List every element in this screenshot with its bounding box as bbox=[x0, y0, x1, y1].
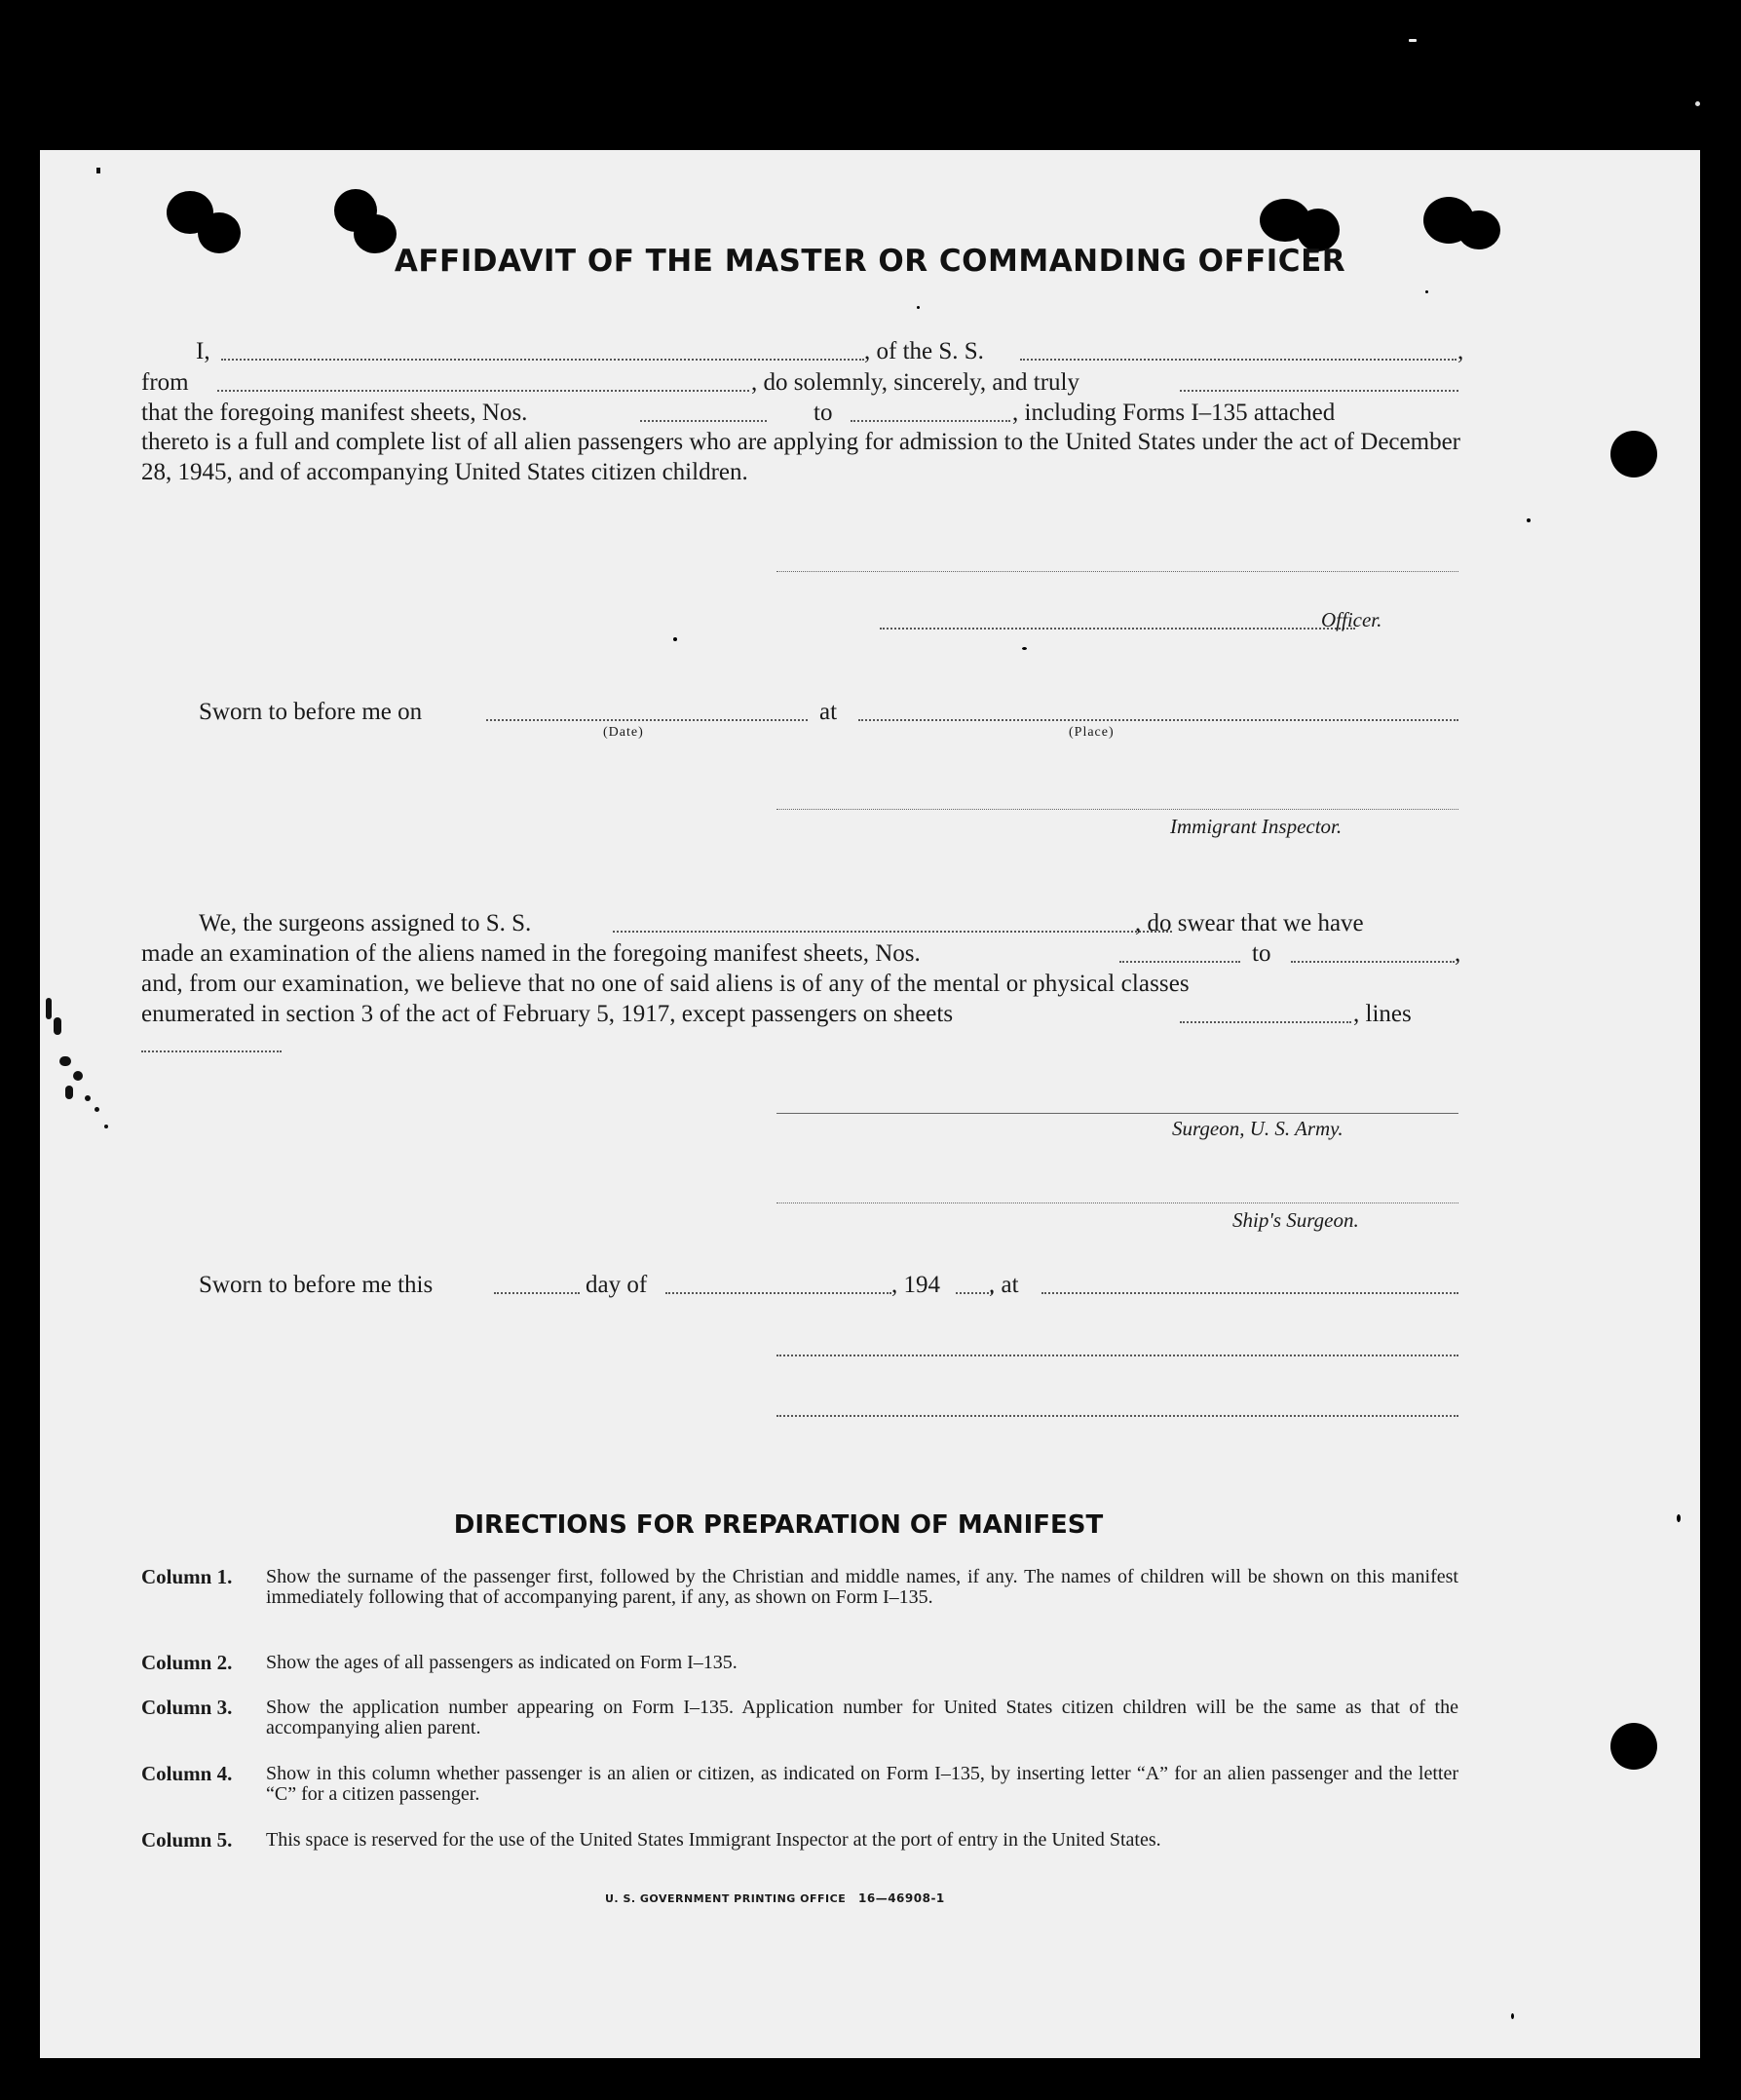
oath-field[interactable] bbox=[1180, 390, 1458, 392]
place-caption: (Place) bbox=[1069, 725, 1115, 740]
solemnly-text: , do solemnly, sincerely, and truly bbox=[751, 369, 1079, 396]
signature-line-b[interactable] bbox=[776, 1415, 1458, 1417]
ship-name-field[interactable] bbox=[1020, 359, 1457, 361]
edge-speck bbox=[59, 1056, 71, 1066]
sworn-this-text: Sworn to before me this bbox=[199, 1272, 434, 1298]
column-2-label: Column 2. bbox=[141, 1651, 233, 1674]
column-5-text: This space is reserved for the use of the United States Immigrant Inspector at the port of entry in the United States. bbox=[266, 1829, 1161, 1851]
surgeons-line4-a: enumerated in section 3 of the act of February 5, 1917, except passengers on sheets bbox=[141, 1001, 954, 1027]
officer-signature-line-1[interactable] bbox=[776, 571, 1458, 572]
sworn-on-text: Sworn to before me on bbox=[199, 699, 423, 725]
edge-speck bbox=[104, 1125, 108, 1128]
sworn-day-field[interactable] bbox=[494, 1292, 580, 1294]
surgeons-ship-field[interactable] bbox=[613, 931, 1172, 933]
manifest-sheets-text: that the foregoing manifest sheets, Nos. bbox=[141, 400, 528, 426]
edge-speck bbox=[96, 168, 100, 173]
column-1-text: Show the surname of the passenger first, followed by the Christian and middle names, if any. The names of children will be shown on this manifest immediately following that of accompanying parent, if any, as shown on Form I–135. bbox=[266, 1566, 1458, 1608]
column-4-label: Column 4. bbox=[141, 1762, 233, 1785]
paper-speck bbox=[1425, 290, 1428, 293]
master-name-field[interactable] bbox=[221, 359, 864, 361]
surgeons-line1-a: We, the surgeons assigned to S. S. bbox=[199, 910, 532, 936]
sworn-month-field[interactable] bbox=[665, 1292, 891, 1294]
comma: , bbox=[1457, 338, 1464, 364]
edge-speck bbox=[73, 1071, 83, 1081]
background-speck bbox=[1409, 39, 1417, 42]
side-hole-2 bbox=[1610, 1723, 1657, 1770]
paper-speck bbox=[1511, 2013, 1514, 2019]
year-label: , 194 bbox=[891, 1272, 940, 1298]
sheet-from-field[interactable] bbox=[640, 420, 767, 422]
edge-speck bbox=[46, 998, 52, 1019]
sworn-at-label: , at bbox=[989, 1272, 1019, 1298]
from-port-field[interactable] bbox=[217, 390, 749, 392]
of-ss-label: , of the S. S. bbox=[864, 338, 984, 364]
surgeons-comma: , bbox=[1455, 940, 1461, 967]
surgeons-to-label: to bbox=[1252, 940, 1271, 967]
day-of-label: day of bbox=[586, 1272, 648, 1298]
printer-imprint: U. S. GOVERNMENT PRINTING OFFICE bbox=[605, 1892, 847, 1905]
from-label: from bbox=[141, 369, 189, 396]
surgeons-sheet-from-field[interactable] bbox=[1119, 961, 1240, 963]
surgeons-line3: and, from our examination, we believe that no one of said aliens is of any of the mental or physical classes bbox=[141, 971, 1190, 997]
paper-speck bbox=[673, 637, 677, 641]
including-text: , including Forms I–135 attached bbox=[1012, 400, 1336, 426]
sworn-place-field-2[interactable] bbox=[1041, 1292, 1458, 1294]
column-2-text: Show the ages of all passengers as indicated on Form I–135. bbox=[266, 1652, 738, 1673]
inspector-signature-line[interactable] bbox=[776, 809, 1458, 810]
surgeons-line2-a: made an examination of the aliens named in the foregoing manifest sheets, Nos. bbox=[141, 940, 921, 967]
form-sheet bbox=[40, 150, 1700, 2058]
officer-signature-line-2[interactable] bbox=[880, 628, 1355, 630]
affidavit-title: AFFIDAVIT OF THE MASTER OR COMMANDING OFFICER bbox=[394, 244, 1346, 279]
at-label: at bbox=[819, 699, 838, 725]
sworn-date-field[interactable] bbox=[486, 719, 808, 721]
sworn-year-field[interactable] bbox=[956, 1292, 993, 1294]
directions-title: DIRECTIONS FOR PREPARATION OF MANIFEST bbox=[453, 1510, 1104, 1540]
sheet-to-field[interactable] bbox=[851, 420, 1010, 422]
side-hole-1 bbox=[1610, 431, 1657, 477]
background-speck bbox=[1695, 101, 1700, 106]
inspector-label: Immigrant Inspector. bbox=[1170, 815, 1343, 838]
signature-line-a[interactable] bbox=[776, 1355, 1458, 1356]
column-1-label: Column 1. bbox=[141, 1565, 233, 1588]
army-surgeon-label: Surgeon, U. S. Army. bbox=[1172, 1117, 1344, 1140]
army-surgeon-signature-line[interactable] bbox=[776, 1113, 1458, 1114]
surgeons-line4-b: , lines bbox=[1353, 1001, 1412, 1027]
except-sheets-field[interactable] bbox=[1180, 1021, 1351, 1023]
paper-speck bbox=[1677, 1514, 1681, 1522]
date-caption: (Date) bbox=[603, 725, 644, 740]
surgeons-line1-b: , do swear that we have bbox=[1135, 910, 1364, 936]
edge-speck bbox=[85, 1095, 91, 1101]
column-3-label: Column 3. bbox=[141, 1696, 233, 1719]
surgeons-sheet-to-field[interactable] bbox=[1291, 961, 1455, 963]
officer-label: Officer. bbox=[1321, 608, 1382, 631]
paper-speck bbox=[917, 306, 920, 309]
affidavit-body: thereto is a full and complete list of all alien passengers who are applying for admission to the United States under the act of December 28, 1945, and of accompanying United States citizen children. bbox=[141, 429, 1460, 485]
edge-speck bbox=[54, 1017, 61, 1035]
column-3-text: Show the application number appearing on Form I–135. Application number for United States citizen children will be the same as that of the accompanying alien parent. bbox=[266, 1697, 1458, 1738]
paper-speck bbox=[1527, 518, 1531, 522]
to-label: to bbox=[814, 400, 833, 426]
edge-speck bbox=[95, 1107, 99, 1112]
i-label: I, bbox=[196, 338, 210, 364]
column-5-label: Column 5. bbox=[141, 1828, 233, 1852]
paper-speck bbox=[1022, 647, 1027, 650]
ship-surgeon-label: Ship's Surgeon. bbox=[1232, 1208, 1359, 1232]
edge-speck bbox=[65, 1086, 73, 1099]
except-lines-field[interactable] bbox=[141, 1050, 282, 1052]
sworn-place-field[interactable] bbox=[858, 719, 1458, 721]
form-code: 16—46908-1 bbox=[858, 1891, 945, 1905]
column-4-text: Show in this column whether passenger is an alien or citizen, as indicated on Form I–135, by inserting letter “A” for an alien passenger and the letter “C” for a citizen passenger. bbox=[266, 1763, 1458, 1805]
